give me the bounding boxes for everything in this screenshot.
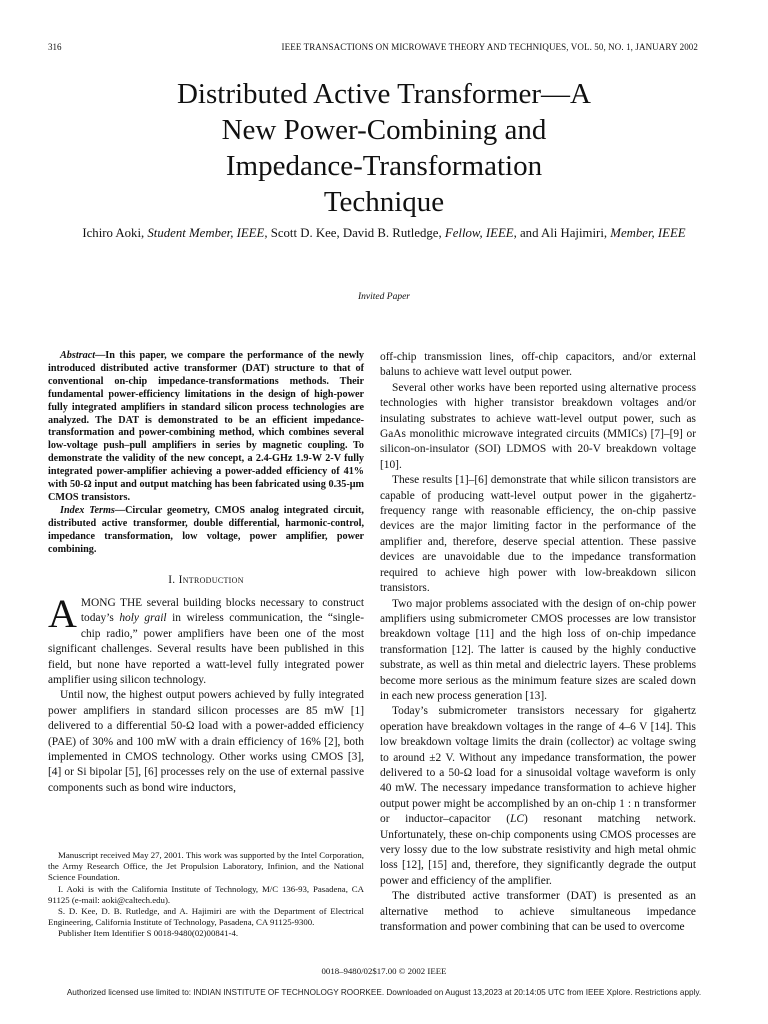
- title-line-2: New Power-Combining and: [221, 114, 547, 146]
- author-3-role: Member, IEEE: [610, 226, 686, 240]
- author-3-name: , and Ali Hajimiri,: [513, 226, 608, 240]
- abstract: [48, 350, 364, 505]
- section-number: I.: [168, 573, 179, 586]
- right-p4-text-a: Today’s submicrometer transistors necessary for gigahertz operation have breakdown voltages in the range of 4–6 V [14]. This low breakdown voltage limits the drain (collector) ac voltage swing to around ±2 V. Without any impedance transformation, the power delivered to a 50-Ω load for a sinusoidal voltage waveform is only 40 mW. The necessary impedance transformation to achieve higher output power might be accomplished by an on-chip 1 : n transformer or inductor–capacitor (: [380, 705, 696, 826]
- lead-in-text: MONG THE: [80, 596, 143, 609]
- title-line-1: Distributed Active Transformer—A: [176, 78, 591, 110]
- section-name: Introduction: [178, 573, 244, 586]
- copyright-line: 0018–9480/02$17.00 © 2002 IEEE: [321, 966, 447, 976]
- footnotes: [48, 850, 364, 940]
- right-paragraph-3: Two major problems associated with the design of on-chip power amplifiers using submicrometer CMOS processes are low transistor breakdown voltage [11] and the high loss of on-chip impedance transformation [12]. The latter is caused by the highly conductive substrate, as well as thin metal and dielectric layers. These problems become more serious as the minimum feature sizes are scaled down in each new process generation [13].: [380, 597, 696, 702]
- invited-paper-label: Invited Paper: [358, 292, 410, 302]
- footnote-coauthors: S. D. Kee, D. B. Rutledge, and A. Hajimiri are with the Department of Electrical Engineering, California Institute of Technology, Pasadena, CA 91125-9300.: [48, 906, 364, 928]
- section-heading-introduction: [48, 573, 364, 588]
- abstract-label: Abstract: [60, 350, 96, 361]
- page-number: 316: [48, 42, 62, 52]
- intro-p1-text: several building blocks necessary to construct today’s: [80, 596, 364, 625]
- drop-cap: A: [48, 590, 77, 636]
- right-column: [380, 350, 696, 935]
- index-terms-label: Index Terms: [60, 504, 115, 516]
- author-2-name: , Scott D. Kee, David B. Rutledge,: [264, 226, 442, 240]
- paper-title: [60, 76, 708, 220]
- running-header: IEEE TRANSACTIONS ON MICROWAVE THEORY AND TECHNIQUES, VOL. 50, NO. 1, JANUARY 2002: [281, 42, 698, 52]
- intro-p1-italic: holy grail: [119, 612, 167, 625]
- right-paragraph-5: The distributed active transformer (DAT) is presented as an alternative method to achieve simultaneous impedance transformation and power combining that can be used to overcome: [380, 890, 696, 934]
- right-p4-text-b: ) resonant matching network. Unfortunately, these on-chip components using CMOS processes are very lossy due to the low substrate resistivity and high metal ohmic loss [12], [15] and, therefore, they significantly degrade the output power and efficiency of the amplifier.: [380, 813, 697, 887]
- license-notice: Authorized licensed use limited to: INDIAN INSTITUTE OF TECHNOLOGY ROORKEE. Downloaded on August 13,2023 at 20:14:05 UTC from IEEE Xplore. Restrictions apply.: [66, 988, 702, 997]
- author-1-role: Student Member, IEEE: [147, 226, 265, 240]
- footnote-pii: Publisher Item Identifier S 0018-9480(02)00841-4.: [58, 928, 239, 939]
- author-1-name: Ichiro Aoki,: [82, 226, 145, 240]
- footnote-manuscript: Manuscript received May 27, 2001. This work was supported by the Intel Corporation, the Army Research Office, the Jet Propulsion Laboratory, Infinion, and the National Science Foundation.: [48, 850, 364, 883]
- intro-p1-end: in wireless communication, the “single-chip radio,” power amplifiers have been one of the most significant challenges. Several results have been published in this field, but none have reported a watt-level fully integrated power amplifier using silicon technology.: [48, 612, 364, 686]
- intro-paragraph-2: Until now, the highest output powers achieved by fully integrated power amplifiers in standard silicon processes are 85 mW [1] delivered to a differential 50-Ω load with a power-added efficiency (PAE) of 30% and 100 mW with a drain efficiency of 16% [2], both implemented in CMOS technology. Other works using CMOS [3], [4] or Si bipolar [5], [6] processes rely on the use of external passive components such as bond wire inductors,: [48, 689, 364, 794]
- right-paragraph-1: Several other works have been reported using alternative process technologies with higher transistor breakdown voltages and/or insulating substrates to achieve watt-level output power, such as GaAs monolithic microwave integrated circuits (MMICs) [7]–[9] or silicon-on-insulator (SOI) LDMOS with 20-V breakdown voltage [10].: [380, 381, 696, 471]
- title-line-3: Impedance-Transformation: [225, 150, 543, 182]
- title-line-4: Technique: [323, 186, 445, 218]
- right-paragraph-0: off-chip transmission lines, off-chip capacitors, and/or external baluns to achieve watt level output power.: [380, 351, 696, 379]
- right-p4-lc: LC: [510, 813, 524, 826]
- intro-paragraph-1: [48, 590, 364, 688]
- author-list: [20, 226, 748, 241]
- footnote-aoki: I. Aoki is with the California Institute of Technology, M/C 136-93, Pasadena, CA 91125 (e-mail: aoki@caltech.edu).: [48, 883, 364, 905]
- right-paragraph-4: [380, 704, 696, 889]
- author-2-role: Fellow, IEEE: [444, 226, 514, 240]
- abstract-text: —In this paper, we compare the performance of the newly introduced distributed active transformer (DAT) structure to that of conventional on-chip impedance-transformations methods. Their fundamental power-efficiency limitations in the design of high-power fully integrated amplifiers in standard silicon process technologies are analyzed. The DAT is demonstrated to be an efficient impedance-transformation and power-combining method, which combines several low-voltage push–pull amplifiers in series by magnetic coupling. To demonstrate the validity of the new concept, a 2.4-GHz 1.9-W 2-V fully integrated power-amplifier achieving a power-added efficiency of 41% with 50-Ω input and output matching has been fabricated using 0.35-μm CMOS transistors.: [48, 350, 364, 503]
- index-terms: [48, 505, 364, 557]
- right-paragraph-2: These results [1]–[6] demonstrate that while silicon transistors are capable of producing watt-level output power in the gigahertz-frequency range with reasonable efficiency, the on-chip passive devices are the major limiting factor in the performance of the amplifier and, therefore, deserve special attention. These passive devices are unavoidable due to the impedance transformation required to achieve high power with low-breakdown silicon transistors.: [380, 474, 696, 595]
- index-terms-text: —Circular geometry, CMOS analog integrated circuit, distributed active transformer, double differential, harmonic-control, impedance transformation, low voltage, power amplifier, power combining.: [48, 504, 364, 555]
- left-column: [48, 350, 364, 796]
